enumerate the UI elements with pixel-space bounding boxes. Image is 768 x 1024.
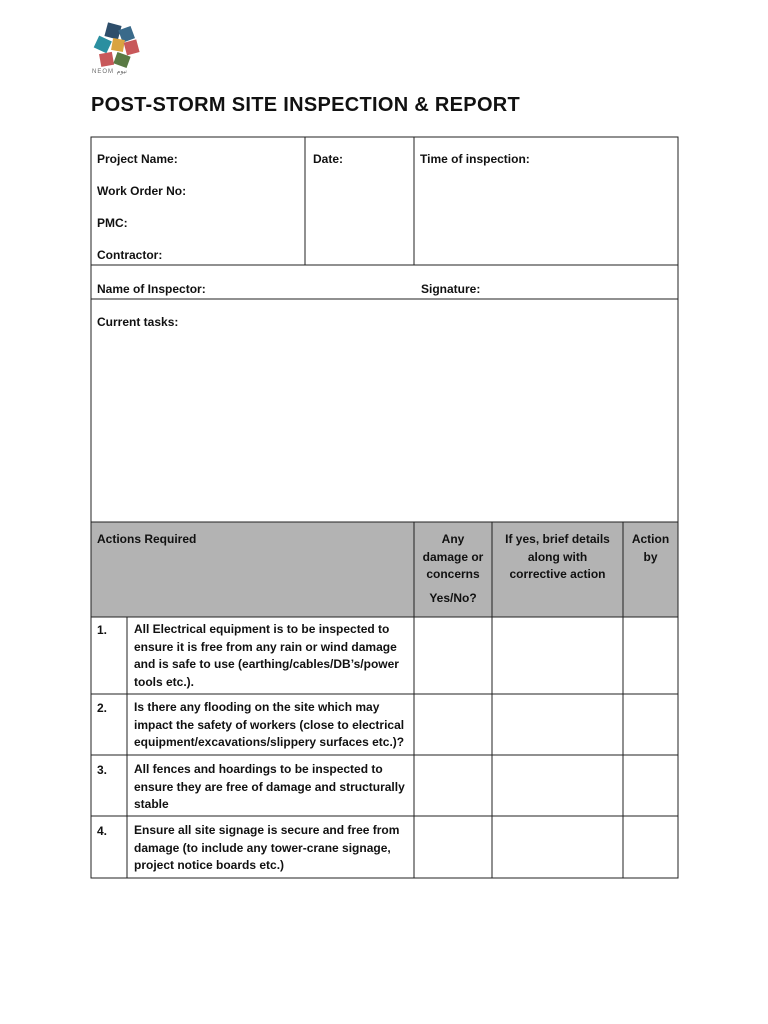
row-text: All fences and hoardings to be inspected to ensure they are free of damage and structurally stable	[134, 762, 405, 811]
row-text: Ensure all site signage is secure and free from damage (to include any tower-crane signage, project notice boards etc.)	[134, 823, 400, 872]
row-number: 1.	[97, 623, 108, 637]
row-number: 3.	[97, 763, 108, 777]
project-name-label: Project Name:	[97, 152, 178, 166]
actions-required-header: Actions Required	[97, 532, 197, 546]
action-by-header: Action by	[631, 532, 670, 564]
details-header: If yes, brief details along with corrective action	[505, 532, 610, 581]
logo-text: NEOM نيوم	[92, 69, 127, 75]
row-text: Is there any flooding on the site which may impact the safety of workers (close to electrical equipment/excavations/slippery surfaces etc.)?	[134, 700, 405, 749]
date-label: Date:	[313, 152, 344, 166]
pmc-label: PMC:	[97, 216, 128, 230]
time-of-inspection-label: Time of inspection:	[420, 152, 530, 166]
page-title: POST-STORM SITE INSPECTION & REPORT	[91, 94, 521, 116]
current-tasks-label: Current tasks:	[97, 315, 179, 329]
signature-label: Signature:	[421, 282, 481, 296]
work-order-label: Work Order No:	[97, 184, 187, 198]
contractor-label: Contractor:	[97, 248, 163, 262]
damage-header: Any damage or concerns Yes/No?	[422, 532, 484, 605]
row-number: 2.	[97, 701, 108, 715]
inspector-name-label: Name of Inspector:	[97, 282, 206, 296]
row-text: All Electrical equipment is to be inspected to ensure it is free from any rain or wind damage and is safe to use (earthing/cables/DB’s/power tools etc.).	[134, 622, 399, 689]
row-number: 4.	[97, 824, 108, 838]
